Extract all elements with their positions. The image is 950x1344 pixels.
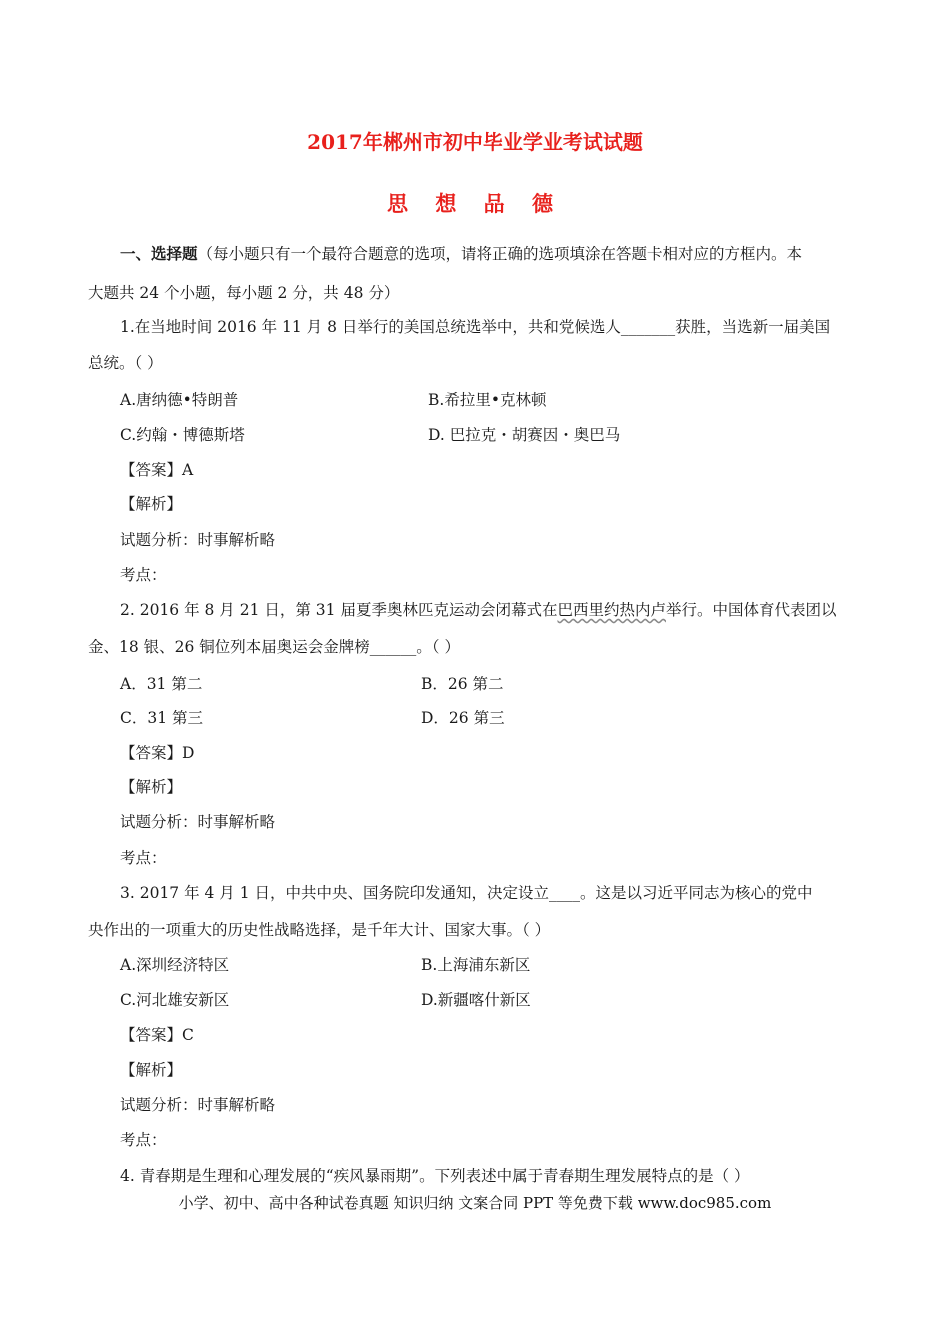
question-3-answer: 【答案】C	[120, 1026, 194, 1044]
question-3-stem-cont: 央作出的一项重大的历史性战略选择，是千年大计、国家大事。（ ）	[88, 921, 551, 939]
question-2-option-a: A．31 第二	[120, 675, 203, 693]
question-1-option-a: A.唐纳德•特朗普	[120, 391, 239, 409]
question-2-stem-part-a: 2. 2016 年 8 月 21 日，第 31 届夏季奥林匹克运动会闭幕式在	[120, 601, 558, 619]
question-3-option-a: A.深圳经济特区	[120, 956, 230, 974]
subject-title: 思 想 品 德	[387, 191, 563, 216]
question-2-option-c: C．31 第三	[120, 709, 204, 727]
question-3-stem: 3. 2017 年 4 月 1 日，中共中央、国务院印发通知，决定设立____。这是以习近平同志为核心的党中	[120, 884, 813, 902]
section-instructions: （每小题只有一个最符合题意的选项，请将正确的选项填涂在答题卡相对应的方框内。本	[197, 245, 803, 263]
section-heading-line	[120, 244, 802, 264]
question-2-stem	[120, 600, 837, 620]
question-2-key-point: 考点：	[120, 849, 167, 867]
question-2-analysis-label: 【解析】	[120, 778, 183, 796]
question-2-option-b: B．26 第二	[421, 675, 504, 693]
question-1-option-d: D. 巴拉克・胡赛因・奥巴马	[428, 426, 621, 444]
question-3-option-c: C.河北雄安新区	[120, 991, 230, 1009]
question-1-option-b: B.希拉里•克林顿	[428, 391, 547, 409]
question-3-key-point: 考点：	[120, 1131, 167, 1149]
page-title: 2017年郴州市初中毕业学业考试试题	[307, 130, 643, 154]
question-1-key-point: 考点：	[120, 566, 167, 584]
question-2-stem-cont: 金、18 银、26 铜位列本届奥运会金牌榜______。（ ）	[88, 638, 460, 656]
section-instructions-cont: 大题共 24 个小题，每小题 2 分，共 48 分）	[88, 284, 400, 302]
question-1-option-c: C.约翰・博德斯塔	[120, 426, 245, 444]
question-2-stem-part-c: 举行。中国体育代表团以	[665, 601, 837, 619]
question-3-analysis-label: 【解析】	[120, 1061, 183, 1079]
question-3-option-b: B.上海浦东新区	[421, 956, 531, 974]
question-1-analysis-label: 【解析】	[120, 495, 183, 513]
question-1-stem-cont: 总统。（ ）	[88, 354, 163, 372]
page-footer: 小学、初中、高中各种试卷真题 知识归纳 文案合同 PPT 等免费下载 www.doc985.com	[178, 1194, 772, 1212]
question-3-option-d: D.新疆喀什新区	[421, 991, 531, 1009]
section-heading: 一、选择题	[120, 244, 198, 263]
question-2-stem-underlined: 巴西里约热内卢	[557, 601, 666, 619]
question-2-answer: 【答案】D	[120, 744, 195, 762]
question-2-analysis: 试题分析：时事解析略	[120, 813, 276, 831]
question-1-analysis: 试题分析：时事解析略	[120, 531, 276, 549]
question-4-stem: 4. 青春期是生理和心理发展的“疾风暴雨期”。下列表述中属于青春期生理发展特点的是（ ）	[120, 1167, 750, 1185]
question-1-stem: 1.在当地时间 2016 年 11 月 8 日举行的美国总统选举中，共和党候选人_______获胜，当选新一届美国	[120, 318, 831, 336]
question-3-analysis: 试题分析：时事解析略	[120, 1096, 276, 1114]
question-1-answer: 【答案】A	[120, 461, 194, 479]
question-2-option-d: D．26 第三	[421, 709, 505, 727]
